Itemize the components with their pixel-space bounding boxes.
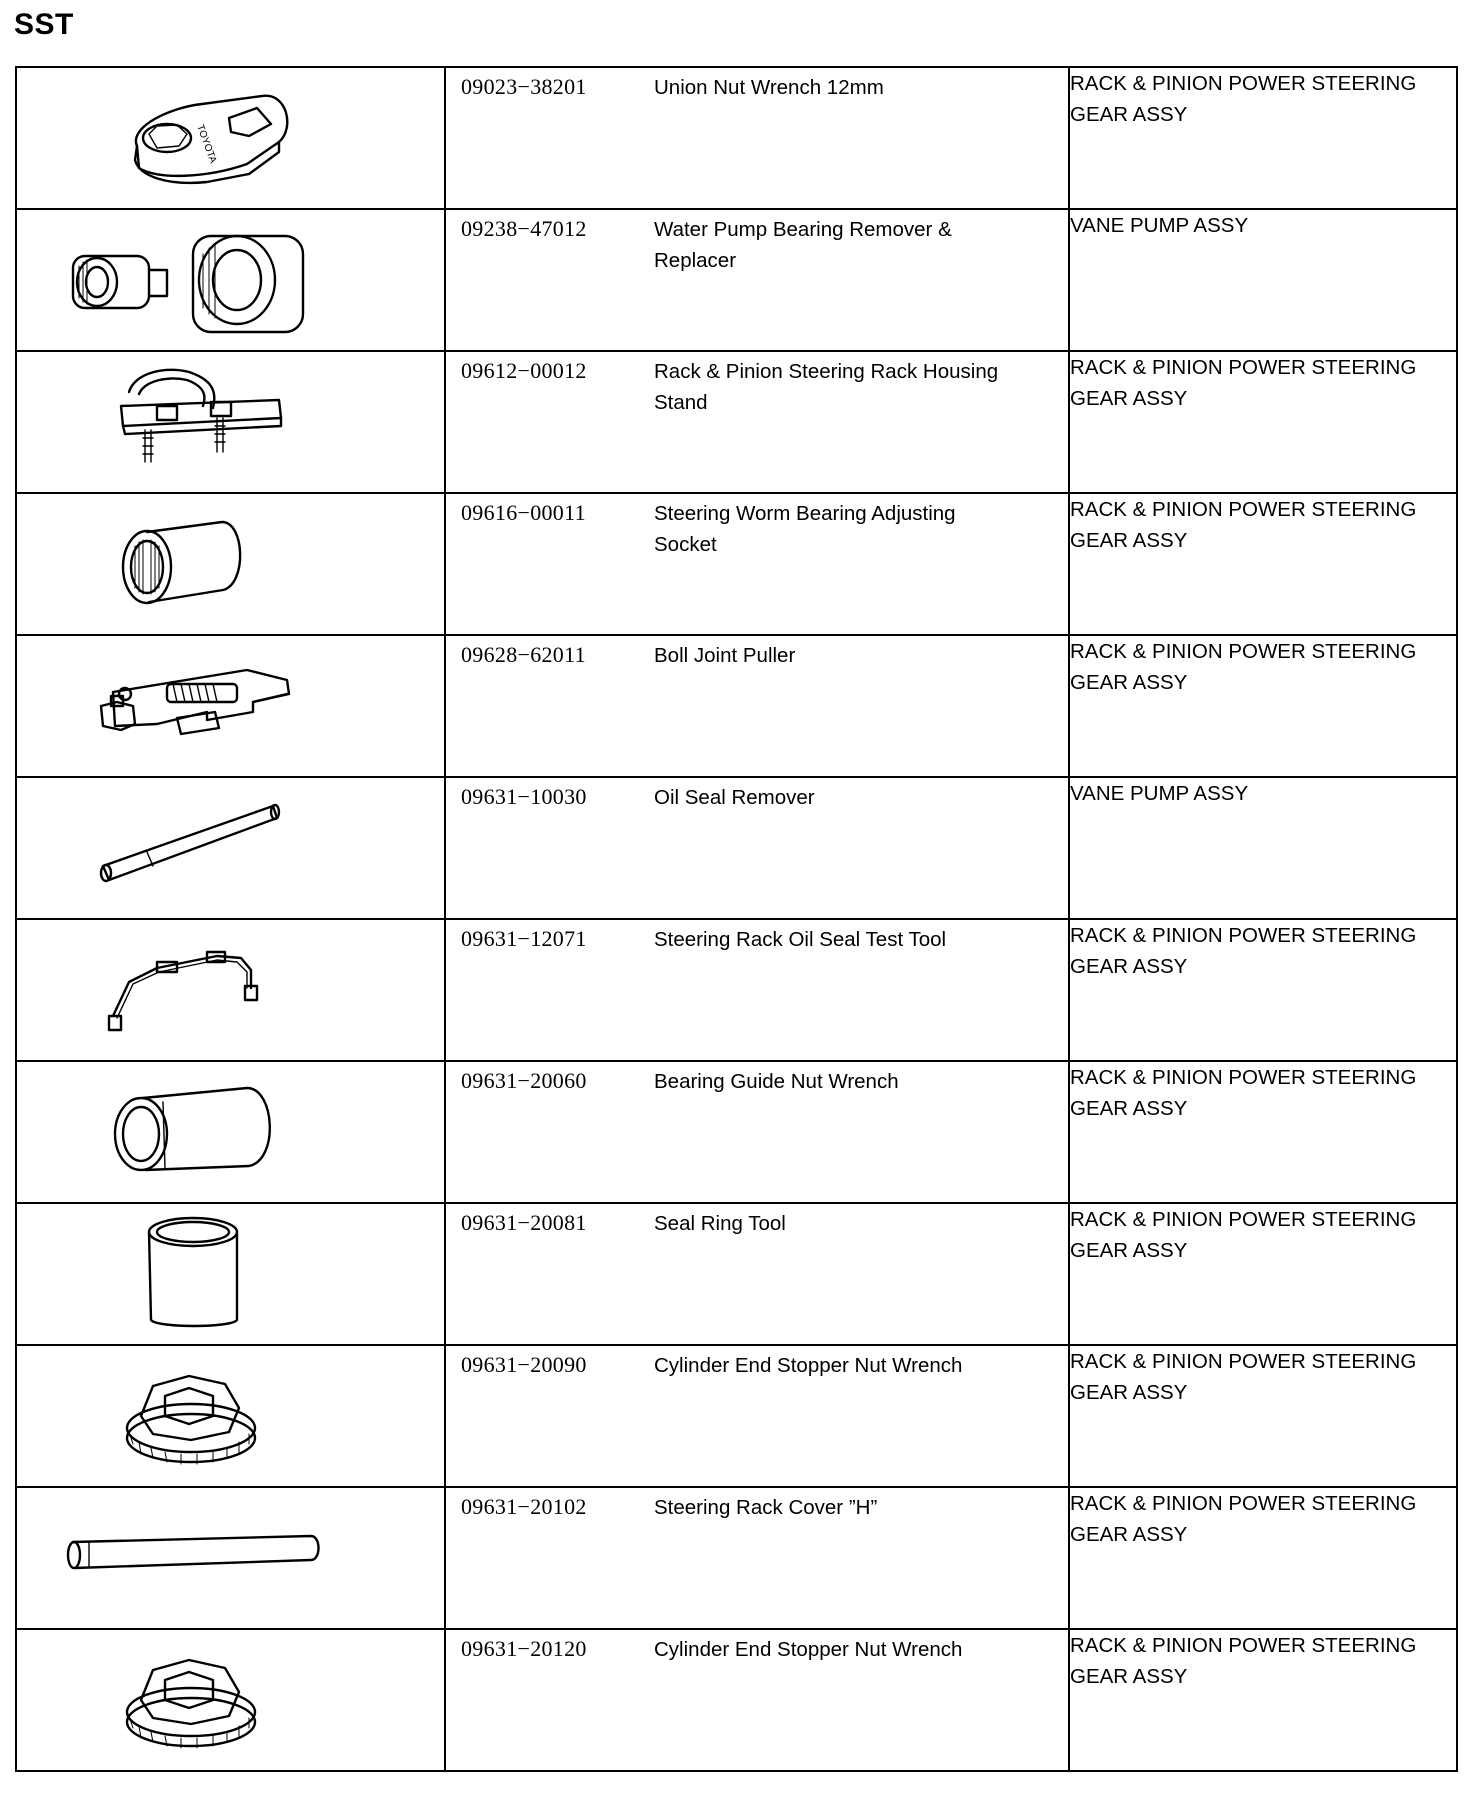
tool-image-cell — [16, 209, 445, 351]
tool-name: Cylinder End Stopper Nut Wrench — [654, 1638, 963, 1661]
tool-name: Union Nut Wrench 12mm — [654, 76, 884, 99]
applicable-assembly: RACK & PINION POWER STEERING GEAR ASSY — [1069, 635, 1457, 777]
tool-name: Cylinder End Stopper Nut Wrench — [654, 1354, 963, 1377]
part-number: 09631−10030 — [461, 784, 587, 809]
table-row — [16, 209, 1457, 351]
table-row — [16, 1061, 1457, 1203]
tool-image-cell — [16, 1061, 445, 1203]
tool-image-cell — [16, 635, 445, 777]
tool-image-cell — [16, 1203, 445, 1345]
table-row — [16, 919, 1457, 1061]
tool-image-cell — [16, 1345, 445, 1487]
table-row — [16, 67, 1457, 209]
oil-seal-test-tool-icon — [17, 920, 444, 1060]
applicable-assembly: RACK & PINION POWER STEERING GEAR ASSY — [1069, 1061, 1457, 1203]
ball-joint-puller-icon — [17, 636, 444, 776]
part-number: 09631−20120 — [461, 1636, 587, 1661]
tool-info-cell — [445, 1629, 1069, 1771]
applicable-assembly: RACK & PINION POWER STEERING GEAR ASSY — [1069, 1487, 1457, 1629]
tool-info-cell — [445, 351, 1069, 493]
tool-name: Seal Ring Tool — [654, 1212, 786, 1235]
tool-name: Rack & Pinion Steering Rack Housing Stand — [654, 360, 999, 414]
tool-info-cell — [445, 67, 1069, 209]
tool-info-cell — [445, 1487, 1069, 1629]
part-number: 09612−00012 — [461, 358, 587, 383]
applicable-assembly: RACK & PINION POWER STEERING GEAR ASSY — [1069, 1629, 1457, 1771]
table-row — [16, 1487, 1457, 1629]
tool-image-cell — [16, 1629, 445, 1771]
tool-info-cell — [445, 1061, 1069, 1203]
sst-table — [15, 66, 1458, 1772]
stopper-nut-wrench-icon — [17, 1346, 444, 1486]
applicable-assembly: RACK & PINION POWER STEERING GEAR ASSY — [1069, 493, 1457, 635]
page-title: SST — [14, 8, 74, 41]
part-number: 09238−47012 — [461, 216, 587, 241]
sst-table-body — [16, 67, 1457, 1771]
table-row — [16, 1629, 1457, 1771]
tool-image-cell — [16, 493, 445, 635]
part-number: 09628−62011 — [461, 642, 586, 667]
table-row — [16, 777, 1457, 919]
guide-nut-wrench-icon — [17, 1062, 444, 1202]
tool-info-cell — [445, 1203, 1069, 1345]
oil-seal-remover-icon — [17, 778, 444, 918]
part-number: 09631−20081 — [461, 1210, 587, 1235]
tool-name: Bearing Guide Nut Wrench — [654, 1070, 899, 1093]
applicable-assembly: RACK & PINION POWER STEERING GEAR ASSY — [1069, 1203, 1457, 1345]
part-number: 09616−00011 — [461, 500, 586, 525]
part-number: 09631−20102 — [461, 1494, 587, 1519]
tool-info-cell — [445, 209, 1069, 351]
tool-name: Steering Rack Oil Seal Test Tool — [654, 928, 947, 951]
tool-info-cell — [445, 635, 1069, 777]
svg-text:TOYOTA: TOYOTA — [194, 123, 219, 165]
tool-name: Steering Worm Bearing Adjusting Socket — [654, 502, 956, 556]
tool-image-cell — [16, 919, 445, 1061]
tool-name: Water Pump Bearing Remover & Replacer — [654, 218, 952, 272]
applicable-assembly: RACK & PINION POWER STEERING GEAR ASSY — [1069, 351, 1457, 493]
tool-info-cell — [445, 777, 1069, 919]
bearing-remover-icon — [17, 210, 444, 350]
part-number: 09023−38201 — [461, 74, 587, 99]
tool-name: Boll Joint Puller — [654, 644, 796, 667]
tool-info-cell — [445, 493, 1069, 635]
table-row — [16, 635, 1457, 777]
tool-info-cell — [445, 1345, 1069, 1487]
tool-image-cell — [16, 777, 445, 919]
adjusting-socket-icon — [17, 494, 444, 634]
table-row — [16, 1203, 1457, 1345]
tool-image-cell — [16, 1487, 445, 1629]
seal-ring-tool-icon — [17, 1204, 444, 1344]
stopper-nut-wrench-icon — [17, 1630, 444, 1770]
applicable-assembly: VANE PUMP ASSY — [1069, 209, 1457, 351]
applicable-assembly: RACK & PINION POWER STEERING GEAR ASSY — [1069, 1345, 1457, 1487]
applicable-assembly: RACK & PINION POWER STEERING GEAR ASSY — [1069, 67, 1457, 209]
tool-image-cell — [16, 351, 445, 493]
part-number: 09631−12071 — [461, 926, 587, 951]
part-number: 09631−20090 — [461, 1352, 587, 1377]
table-row — [16, 493, 1457, 635]
tool-name: Steering Rack Cover ”H” — [654, 1496, 878, 1519]
applicable-assembly: RACK & PINION POWER STEERING GEAR ASSY — [1069, 919, 1457, 1061]
applicable-assembly: VANE PUMP ASSY — [1069, 777, 1457, 919]
table-row — [16, 351, 1457, 493]
part-number: 09631−20060 — [461, 1068, 587, 1093]
table-row — [16, 1345, 1457, 1487]
housing-stand-icon — [17, 352, 444, 492]
tool-name: Oil Seal Remover — [654, 786, 815, 809]
union-nut-wrench-icon — [17, 68, 444, 208]
rack-cover-icon — [17, 1488, 444, 1628]
tool-image-cell — [16, 67, 445, 209]
tool-info-cell — [445, 919, 1069, 1061]
